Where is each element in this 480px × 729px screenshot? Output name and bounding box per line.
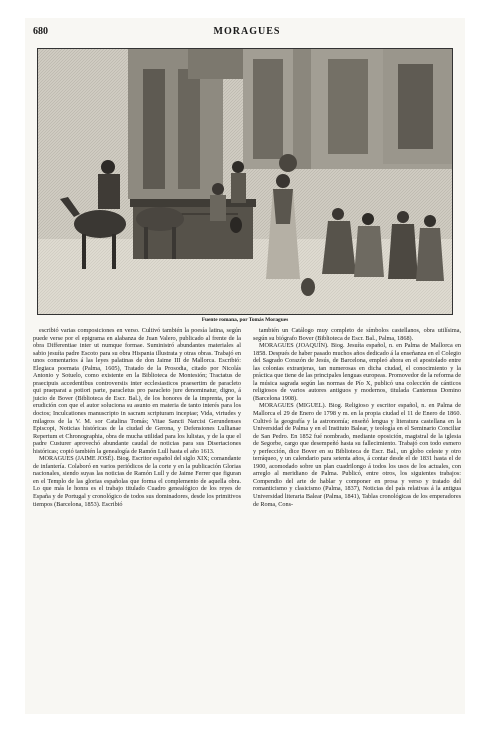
page-header [33,26,461,40]
paragraph: escribió varias composiciones en verso. Cultivó también la poesía latina, según puede verse por el epigrama en alabanza de Juan Valero, publicado al frente de la obra Differentiae inter ut numque formae. Suministró abundantes materiales al sabio jesuíta padre Escoto para su obra Hispania illustrata y otras obras. Trabajó en unos comentarios á las leyes palatinas de don Jaime III de Mallorca. Escribió: Elegiaca poemata (Palma, 1605), Tratado de la Prosodia, citado por Nicolás Antonio y Sotuelo, como existente en la Biblioteca de Montesión; Tractatus de praecipuis accedentibus controversiis inter ecclesiasticos praesertim de paracleto qui praeparat a potiori parte, paracletus pro paracleto jure denominatur, digno, á juicio de Bover (Biblioteca de Escr. Bal.), de los honores de la imprenta, por la erudición con que el autor soluciona su asunto en materia de tanto interés para los doctos; Inculcationes manuscripto in sacram scripturam inceptae; Vida, virtudes y milagros de la V. M. sor Catalina Tomás; Vitae Sancti Narcisi Gerundenses Episcopi, Noticias históricas de la ciudad de Gerona, y Defensiones Lullianae Repertum et Chronographia, obra de mucha utilidad para los lulistas, y de la que el padre Custurer aprovechó abundante caudal de noticias para sus Disertaciones históricas; copió también la genealogía de Ramón Lull hasta el año 1613. [33,327,241,455]
engraving-illustration [37,48,453,315]
paragraph: MORAGUES (JOAQUÍN). Biog. Jesuíta español, n. en Palma de Mallorca en 1858. Después de haber pasado muchos años dedicado á la enseñanza en el Colegio del Sagrado Corazón de Jesús, de Barcelona, empleó ahora en el apostolado entre las colonias extranjeras, tan numerosas en dicha ciudad, el conocimiento y la práctica que tiene de las principales lenguas europeas. Promovedor de la reforma de la música sagrada según las normas de Pío X, publicó una colección de cánticos religiosos de varios autores antiguos y modernos, titulada Cantemus Domino (Barcelona 1908). [253,342,461,402]
right-column [253,327,461,508]
page-number: 680 [33,26,48,37]
paragraph: también un Catálogo muy completo de símbolos castellanos, obra utilísima, según su biógrafo Bover (Biblioteca de Escr. Bal., Palma, 1868). [253,327,461,342]
figure-caption: Fuente romana, por Tomás Moragues [201,317,289,323]
book-page [25,18,465,714]
paragraph: MORAGUES (JAIME JOSÉ). Biog. Escritor español del siglo XIX; comandante de infantería. Colaboró en varios periódicos de la corte y en la publicación Glorias nacionales, siendo suyas las noticias de Ramón Lull y de Jaime Ferrer que figuran en el Templo de las glorias españolas que forma el complemento de aquella obra. Lo que más le honra es el trabajo titulado Cuadro genealógico de los reyes de España y de Portugal y cronológico de todos sus dominadores, desde los primitivos tiempos (Barcelona, 1853). Escribió [33,455,241,508]
left-column [33,327,241,508]
paragraph: MORAGUES (MIGUEL). Biog. Religioso y escritor español, n. en Palma de Mallorca el 29 de Enero de 1798 y m. en la propia ciudad el 11 de Enero de 1860. Cultivó la geografía y la astronomía; enseñó lengua y literatura castellana en la Universidad de Palma y en el Instituto Balear, y teología en el Seminario Conciliar de San Pedro. En 1852 fué nombrado, mediante oposición, magistral de la iglesia de Segorbe, cargo que desempeñó hasta su fallecimiento. Trabajó con todo esmero y perfección, dice Bover en su Biblioteca de Escr. Bal., un globo celeste y otro terráqueo, y un calendario para setenta años, á contar desde el de 1831 hasta el de 1900, acomodado sobre un plan cuadrilongo á todos los usos de los actuales, con arreglo al meridiano de Palma. Publicó, entre otros, los siguientes trabajos: Compendio del arte de hablar y componer en prosa y verso y tratado del romanticismo y clasicismo (Palma, 1837), Noticias del país relativas á la antigua Universidad literaria Balear (Palma, 1841), Tablas cronológicas de los emperadores de Roma, Cons- [253,402,461,508]
fountain-scene-picture [38,49,452,314]
text-columns [33,327,461,508]
running-head: MORAGUES [213,26,281,37]
